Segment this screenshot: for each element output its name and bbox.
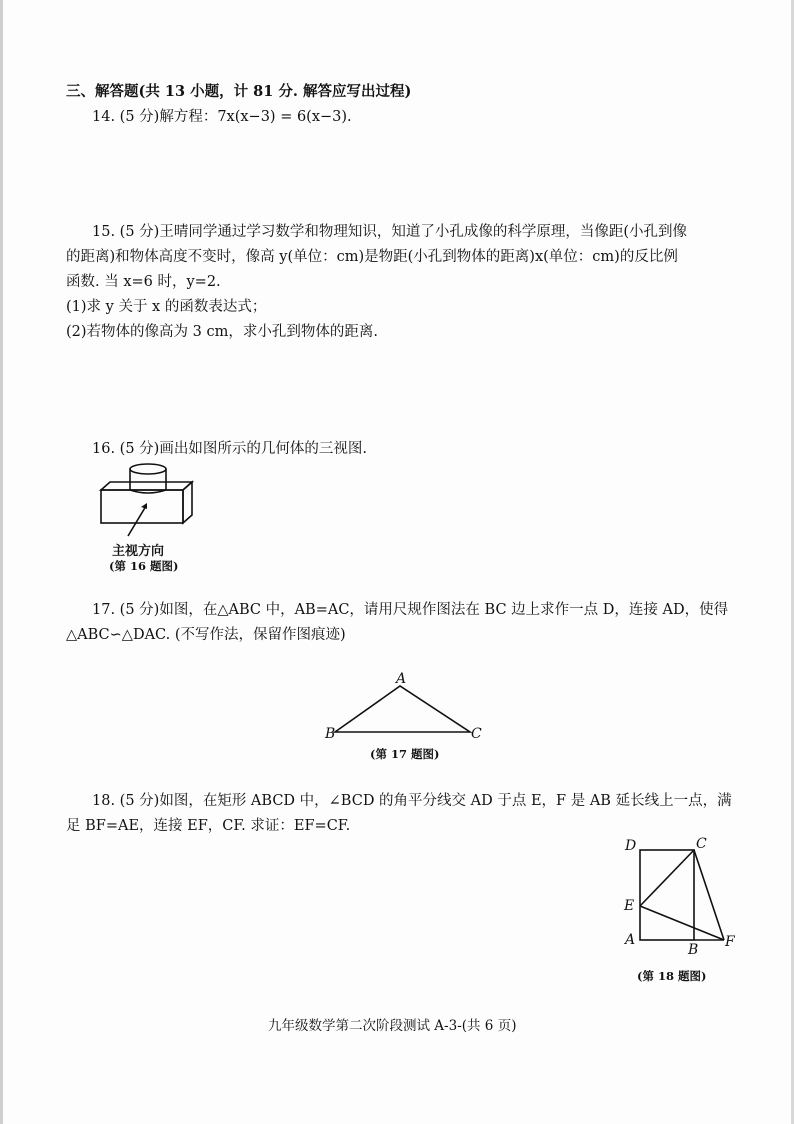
label-18-F: F (725, 934, 735, 950)
cylinder-top (130, 464, 166, 474)
label-17-B: B (325, 726, 336, 742)
geometry-solid-figure (96, 460, 200, 540)
question-17-line1: 17. (5 分)如图，在△ABC 中，AB=AC，请用尺规作图法在 BC 边上求作一点 D，连接 AD，使得 (92, 602, 729, 618)
label-18-E: E (624, 898, 635, 914)
question-18-line2: 足 BF=AE，连接 EF，CF. 求证：EF=CF. (66, 818, 351, 834)
label-18-C: C (696, 836, 707, 852)
cuboid-top-face (101, 482, 192, 490)
figure-18-caption: (第 18 题图) (637, 969, 707, 983)
label-17-A: A (396, 671, 407, 687)
triangle-abc-figure (330, 680, 480, 740)
question-15-line2: 的距离)和物体高度不变时，像高 y(单位：cm)是物距(小孔到物体的距离)x(单位：cm)的反比例 (66, 249, 678, 265)
label-18-A: A (625, 932, 636, 948)
figure-16-caption: (第 16 题图) (109, 559, 179, 573)
figure-17-caption: (第 17 题图) (370, 747, 440, 761)
question-16: 16. (5 分)画出如图所示的几何体的三视图. (92, 441, 367, 457)
label-17-C: C (471, 726, 482, 742)
triangle-abc (335, 686, 470, 732)
question-15-line1: 15. (5 分)王晴同学通过学习数学和物理知识，知道了小孔成像的科学原理，当像距(小孔到像 (92, 224, 687, 240)
segment-ce (640, 850, 694, 906)
question-17-line2: △ABC∽△DAC. (不写作法，保留作图痕迹) (66, 627, 346, 643)
view-direction-label: 主视方向 (112, 544, 165, 559)
question-15-line3: 函数. 当 x=6 时，y=2. (66, 274, 221, 290)
rectangle-abcd (640, 850, 694, 940)
segment-ef (640, 906, 724, 940)
question-14: 14. (5 分)解方程：7x(x−3) = 6(x−3). (92, 109, 352, 125)
question-15-sub2: (2)若物体的像高为 3 cm，求小孔到物体的距离. (66, 324, 378, 340)
rectangle-abcd-figure (630, 840, 730, 950)
label-18-D: D (625, 838, 637, 854)
question-18-line1: 18. (5 分)如图，在矩形 ABCD 中，∠BCD 的角平分线交 AD 于点 E，F 是 AB 延长线上一点，满 (92, 793, 732, 809)
section-header: 三、解答题(共 13 小题，计 81 分. 解答应写出过程) (66, 83, 412, 100)
view-direction-arrow (128, 506, 146, 536)
segment-cf (694, 850, 724, 940)
question-15-sub1: (1)求 y 关于 x 的函数表达式； (66, 299, 267, 315)
label-18-B: B (688, 942, 699, 958)
page-footer: 九年级数学第二次阶段测试 A-3-(共 6 页) (268, 1018, 517, 1034)
page-edge-left (0, 0, 3, 1124)
cuboid-right-face (183, 482, 192, 523)
